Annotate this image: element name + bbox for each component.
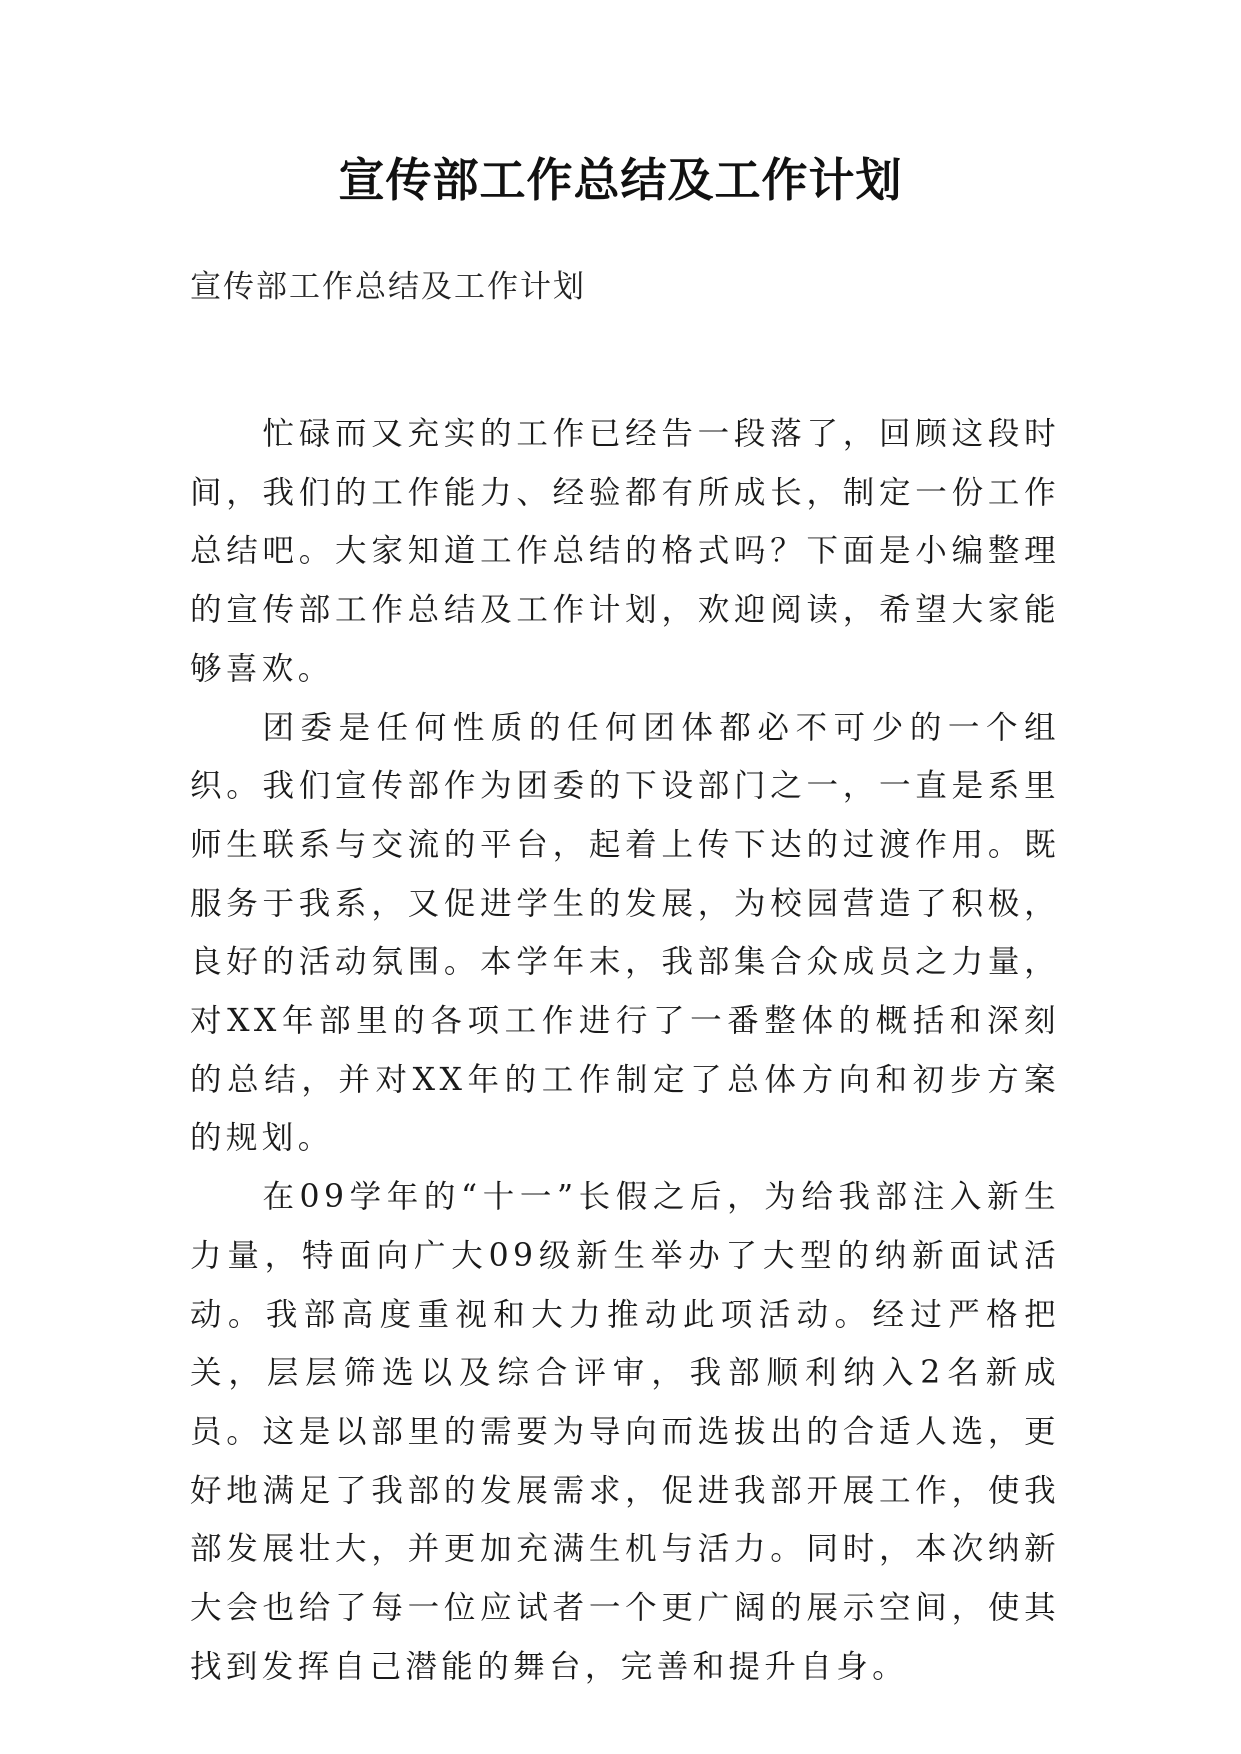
- paragraph-intro: 忙碌而又充实的工作已经告一段落了，回顾这段时间，我们的工作能力、经验都有所成长，制定一份工作总结吧。大家知道工作总结的格式吗？下面是小编整理的宣传部工作总结及工作计划，欢迎阅读，希望大家能够喜欢。: [190, 416, 1060, 687]
- document-title: 宣传部工作总结及工作计划: [338, 153, 903, 207]
- document-body: [190, 405, 1060, 1696]
- paragraph-recruitment: 在09学年的“十一”长假之后，为给我部注入新生力量，特面向广大09级新生举办了大型的纳新面试活动。我部高度重视和大力推动此项活动。经过严格把关，层层筛选以及综合评审，我部顺利纳入2名新成员。这是以部里的需要为导向而选拔出的合适人选，更好地满足了我部的发展需求，促进我部开展工作，使我部发展壮大，并更加充满生机与活力。同时，本次纳新大会也给了每一位应试者一个更广阔的展示空间，使其找到发挥自己潜能的舞台，完善和提升自身。: [190, 1179, 1060, 1685]
- paragraph-overview: 团委是任何性质的任何团体都必不可少的一个组织。我们宣传部作为团委的下设部门之一，一直是系里师生联系与交流的平台，起着上传下达的过渡作用。既服务于我系，又促进学生的发展，为校园营造了积极，良好的活动氛围。本学年末，我部集合众成员之力量，对XX年部里的各项工作进行了一番整体的概括和深刻的总结，并对XX年的工作制定了总体方向和初步方案的规划。: [190, 709, 1060, 1157]
- document-subtitle: 宣传部工作总结及工作计划: [190, 269, 586, 305]
